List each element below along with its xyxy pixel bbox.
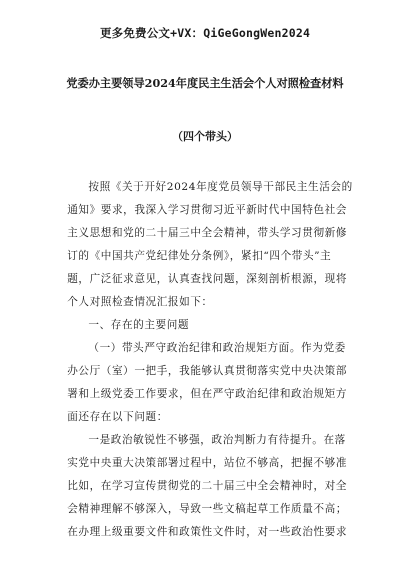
text-line: 办公厅（室）一把手，我能够认真贯彻落实党中央决策部 — [67, 365, 348, 377]
paragraph-political-sensitivity — [46, 429, 364, 544]
text-line: 题，广泛征求意见，认真查找问题，深刻剖析根源，现将 — [67, 273, 348, 285]
text-line: 面还存在以下问题： — [67, 411, 168, 423]
text-line: 个人对照检查情况汇报如下： — [67, 296, 213, 308]
document-title: 党委办主要领导2024年度民主生活会个人对照检查材料 — [66, 76, 344, 90]
promo-header: 更多免费公文+VX：QiGeGongWen2024 — [99, 26, 311, 40]
paragraph-discipline — [46, 337, 364, 429]
text-line: （一）带头严守政治纪律和政治规矩方面。作为党委 — [88, 342, 346, 354]
section-heading — [46, 314, 364, 337]
text-line: 一是政治敏锐性不够强，政治判断力有待提升。在落 — [88, 434, 346, 446]
text-line: 署和上级党委工作要求，但在严守政治纪律和政治规矩方 — [67, 388, 348, 400]
text-line: 主义思想和党的二十届三中全会精神，带头学习贯彻新修 — [67, 227, 348, 239]
text-line: 会精神理解不够深入，导致一些文稿起草工作质量不高； — [67, 503, 348, 515]
text-line: 实党中央重大决策部署过程中，站位不够高，把握不够准 — [67, 457, 348, 469]
document-body — [46, 176, 364, 544]
text-line: 通知》要求，我深入学习贯彻习近平新时代中国特色社会 — [67, 204, 348, 216]
paragraph-intro — [46, 176, 364, 314]
text-line: 订的《中国共产党纪律处分条例》，紧扣“四个带头”主 — [67, 250, 332, 262]
text-line: 按照《关于开好2024年度党员领导干部民主生活会的 — [88, 181, 353, 193]
text-line: 比如，在学习宣传贯彻党的二十届三中全会精神时，对全 — [67, 480, 348, 492]
text-line: 一、存在的主要问题 — [88, 319, 190, 331]
document-subtitle: （四个带头） — [172, 130, 238, 143]
text-line: 在办理上级重要文件和政策性文件时，对一些政治性要求 — [67, 526, 348, 538]
